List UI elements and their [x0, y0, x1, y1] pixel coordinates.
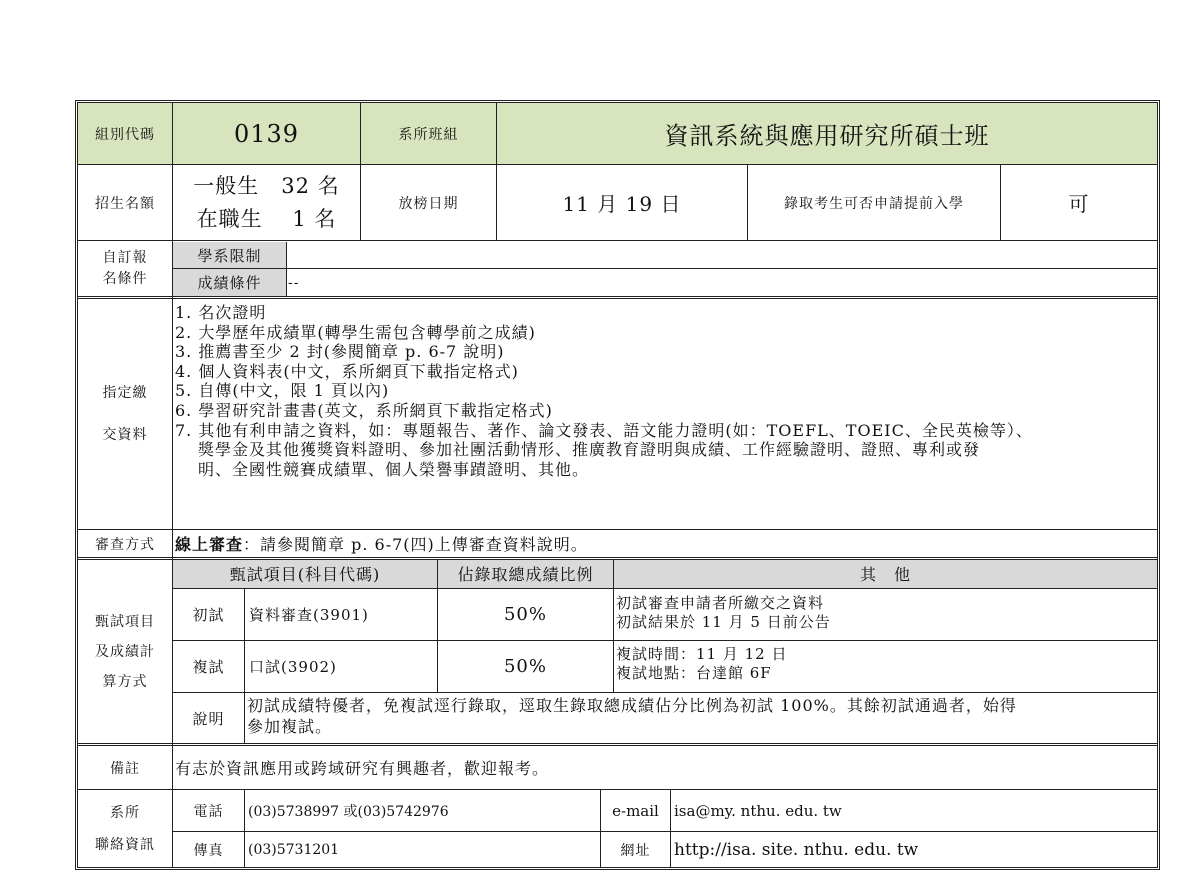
- early-admission-value: 可: [1068, 192, 1090, 216]
- remarks-label: 備註: [110, 760, 140, 777]
- exam-head-item: 甄試項目(科目代碼): [229, 565, 381, 584]
- exam-other-second: [616, 645, 1156, 689]
- quota-label: 招生名額: [95, 195, 155, 212]
- quota-employed: 在職生 1 名: [196, 206, 337, 231]
- announce-date: 11 月 19 日: [562, 192, 682, 216]
- conditions-label-line1: 自訂報: [102, 250, 148, 266]
- exam-stage-second: 複試: [192, 658, 225, 676]
- exam-note-line: 初試成績特優者，免複試逕行錄取，逕取生錄取總成績佔分比例為初試 100%。其餘初試通過者，始得: [247, 696, 1017, 715]
- exam-head-ratio: 佔錄取總成績比例: [457, 565, 594, 584]
- exam-label-line3: 算方式: [102, 673, 148, 690]
- exam-note: [247, 695, 1157, 741]
- document-item: 6. 學習研究計畫書(英文，系所網頁下載指定格式): [175, 400, 553, 420]
- documents-label: [78, 299, 172, 529]
- exam-ratio-first: 50%: [503, 604, 547, 625]
- admission-table: [75, 100, 1160, 870]
- review-text: [175, 530, 1155, 557]
- fax-label: 傳真: [193, 842, 224, 859]
- early-admission-label: 錄取考生可否申請提前入學: [784, 195, 964, 212]
- phone-value: (03)5738997 或(03)5742976: [248, 803, 449, 820]
- exam-note-line: 參加複試。: [247, 717, 333, 736]
- contact-label-line1: 系所: [110, 804, 140, 821]
- documents-label-line2: 交資料: [102, 427, 148, 443]
- email-link[interactable]: isa@my. nthu. edu. tw: [674, 801, 842, 820]
- document-item: 7. 其他有利申請之資料，如：專題報告、著作、論文發表、語文能力證明(如：TOEFL、TOEIC、全民英檢等）、: [175, 420, 1033, 440]
- exam-other-line: 複試地點：台達館 6F: [616, 664, 772, 682]
- quota-values: [173, 165, 360, 240]
- grade-condition-value: --: [288, 274, 300, 291]
- exam-other-line: 複試時間：11 月 12 日: [616, 645, 788, 663]
- exam-other-line: 初試審查申請者所繳交之資料: [616, 594, 825, 612]
- group-code-label: 組別代碼: [95, 126, 155, 143]
- exam-item-second: 口試(3902): [249, 658, 337, 676]
- exam-head-other: 其 他: [859, 565, 911, 584]
- phone-label: 電話: [193, 803, 224, 820]
- exam-label: [78, 560, 172, 743]
- dept-limit-value: [288, 242, 1148, 268]
- exam-label-line1: 甄試項目: [95, 613, 155, 630]
- exam-stage-first: 初試: [192, 606, 225, 624]
- contact-label-line2: 聯絡資訊: [95, 836, 155, 853]
- contact-label: [78, 790, 172, 867]
- document-item: 5. 自傳(中文，限 1 頁以內): [175, 381, 390, 401]
- fax-value: (03)5731201: [248, 841, 340, 858]
- conditions-label: [78, 242, 172, 296]
- exam-other-line: 初試結果於 11 月 5 日前公告: [616, 613, 831, 631]
- grade-condition-label: 成績條件: [197, 274, 262, 292]
- url-label: 網址: [620, 842, 651, 859]
- document-item-continued: 獎學金及其他獲獎資料證明、參加社團活動情形、推廣教育證明與成績、工作經驗證明、證照、專利或發: [198, 440, 981, 460]
- dept-name: 資訊系統與應用研究所碩士班: [664, 122, 990, 150]
- documents-list: [175, 303, 1157, 527]
- review-description: ：請參閱簡章 p. 6-7(四)上傳審查資料說明。: [243, 535, 588, 554]
- dept-limit-label: 學系限制: [197, 246, 262, 265]
- group-code: 0139: [233, 119, 300, 148]
- exam-label-line2: 及成績計: [95, 643, 155, 660]
- exam-note-label: 說明: [192, 709, 225, 728]
- quota-general: 一般生 32 名: [193, 173, 340, 198]
- dept-label: 系所班組: [398, 126, 459, 143]
- review-method: 線上審查: [175, 535, 244, 554]
- document-item: 4. 個人資料表(中文，系所網頁下載指定格式): [175, 361, 519, 381]
- document-item: 1. 名次證明: [175, 303, 267, 322]
- remarks-text: 有志於資訊應用或跨域研究有興趣者，歡迎報考。: [175, 759, 550, 778]
- email-label: e-mail: [612, 801, 659, 820]
- documents-label-line1: 指定繳: [102, 385, 148, 401]
- exam-other-first: [616, 594, 1156, 638]
- document-item-continued: 明、全國性競賽成績單、個人榮譽事蹟證明、其他。: [198, 459, 590, 479]
- review-label: 審查方式: [95, 536, 155, 553]
- exam-item-first: 資料審查(3901): [249, 606, 369, 624]
- exam-ratio-second: 50%: [503, 656, 547, 677]
- conditions-label-line2: 名條件: [102, 271, 148, 287]
- document-item: 2. 大學歷年成績單(轉學生需包含轉學前之成績): [175, 322, 536, 342]
- website-link[interactable]: http://isa. site. nthu. edu. tw: [674, 839, 919, 860]
- document-item: 3. 推薦書至少 2 封(參閱簡章 p. 6-7 說明): [175, 342, 505, 362]
- announce-label: 放榜日期: [398, 195, 459, 212]
